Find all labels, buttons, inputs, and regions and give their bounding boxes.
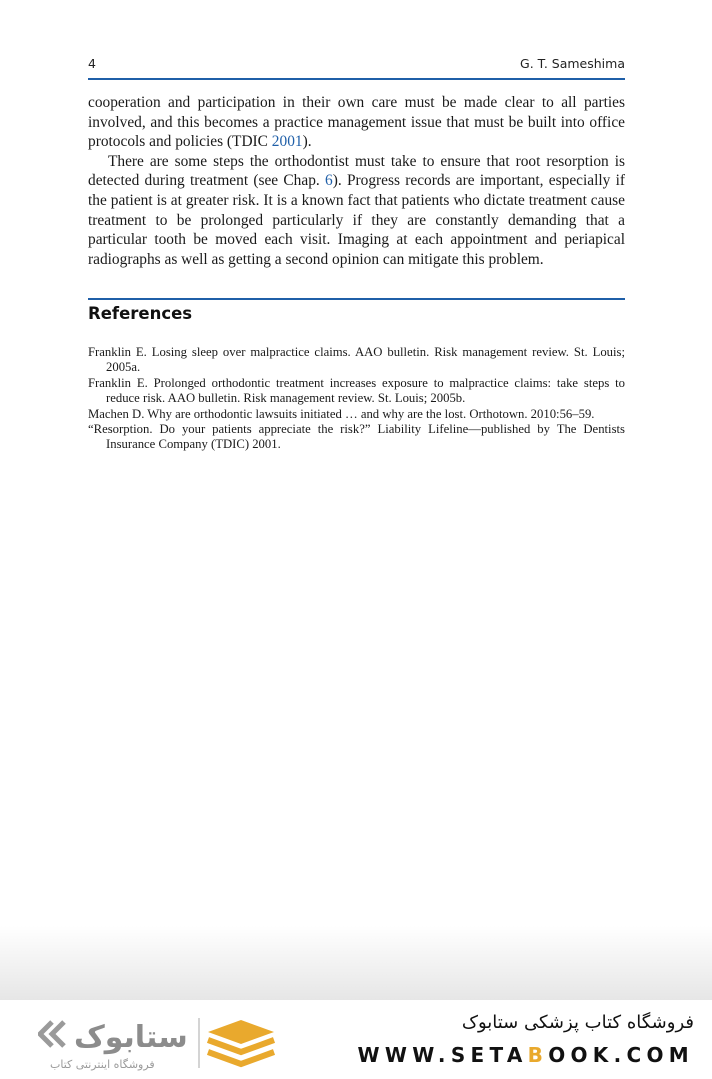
logo-divider: [198, 1018, 200, 1068]
paragraph-1: cooperation and participation in their own care must be made clear to all parties involved, and this becomes a practice management issue that must be built into office protocols and policies (TDIC 2001).: [88, 94, 625, 151]
running-author: G. T. Sameshima: [520, 56, 625, 71]
reference-item: Franklin E. Losing sleep over malpractice claims. AAO bulletin. Risk management review. St. Louis; 2005a.: [88, 345, 625, 375]
references-title: References: [88, 304, 193, 323]
header-rule: [88, 78, 625, 80]
url-accent-letter: B: [527, 1043, 549, 1067]
shop-url[interactable]: WWW.SETABOOK.COM: [357, 1043, 694, 1067]
body-text: [88, 93, 625, 269]
logo-text: ستابوک: [74, 1020, 188, 1055]
page-number: 4: [88, 56, 96, 71]
shop-title: فروشگاه کتاب پزشکی ستابوک: [461, 1012, 694, 1033]
setabook-logo[interactable]: [38, 1014, 278, 1074]
logo-book-icon: [206, 1018, 276, 1070]
references-list: [88, 345, 625, 453]
reference-item: Machen D. Why are orthodontic lawsuits initiated … and why are the lost. Orthotown. 2010:56–59.: [88, 406, 595, 421]
page-shadow: [0, 925, 712, 1003]
paragraph-2: There are some steps the orthodontist must take to ensure that root resorption is detected during treatment (see Chap. 6). Progress records are important, especially if the patient is at greater risk. It is a known fact that patients who dictate treatment cause treatment to be prolonged particularly if they are constantly demanding that a particular tooth be moved each visit. Imaging at each appointment and periapical radiographs as well as getting a second opinion can mitigate this problem.: [88, 152, 625, 268]
reference-item: “Resorption. Do your patients appreciate the risk?” Liability Lifeline—published by The Dentists Insurance Company (TDIC) 2001.: [88, 422, 625, 452]
reference-item: Franklin E. Prolonged orthodontic treatment increases exposure to malpractice claims: take steps to reduce risk. AAO bulletin. Risk management review. St. Louis; 2005b.: [88, 375, 625, 406]
running-header: [88, 56, 625, 78]
setabook-banner: [0, 1000, 712, 1079]
logo-chevron-icon: [38, 1014, 188, 1058]
logo-subtitle: فروشگاه اینترنتی کتاب: [50, 1058, 155, 1071]
references-rule: [88, 298, 625, 300]
citation-link[interactable]: 2001: [271, 133, 303, 151]
chapter-link[interactable]: 6: [325, 172, 333, 190]
